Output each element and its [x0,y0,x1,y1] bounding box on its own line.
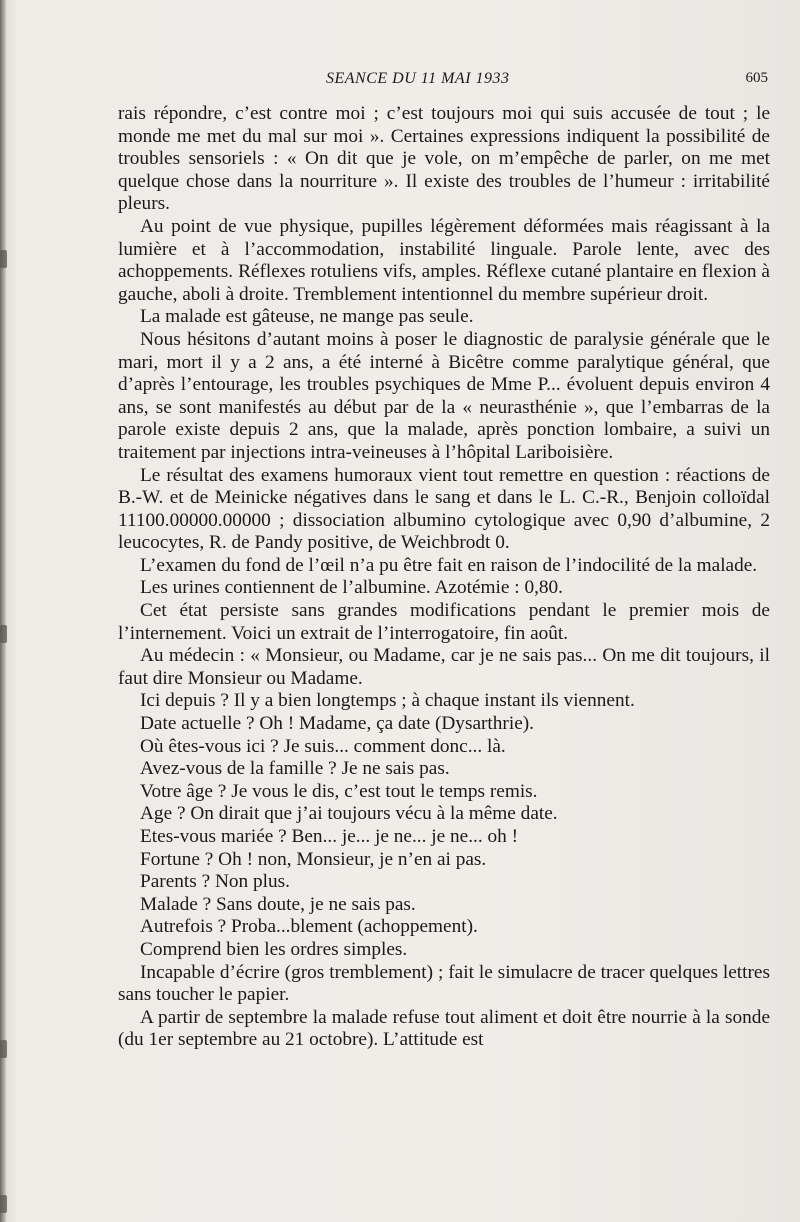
page-number: 605 [745,70,768,86]
dialogue-line: Etes-vous mariée ? Ben... je... je ne... je ne... oh ! [140,826,518,847]
dialogue-line: Autrefois ? Proba...blement (achoppement). [140,916,478,938]
dialogue-line: Comprend bien les ordres simples. [140,938,408,960]
paragraph: Cet état persiste sans grandes modifications pendant le premier mois de l’internement. Voici un extrait de l’interrogatoire, fin août. [118,600,770,644]
page-binding-shadow [0,0,6,1222]
margin-ink-mark [0,625,7,643]
dialogue-line: Date actuelle ? Oh ! Madame, ça date (Dysarthrie). [140,713,534,735]
paragraph-last: A partir de septembre la malade refuse tout aliment et doit être nourrie à la sonde (du 1er septembre au 21 octobre). L’attitude est [118,1006,770,1051]
dialogue-line: Age ? On dirait que j’ai toujours vécu à la même date. [140,803,558,825]
paragraph: Incapable d’écrire (gros tremblement) ; fait le simulacre de tracer quelques lettres sans toucher le papier. [118,961,770,1006]
dialogue-line: Parents ? Non plus. [140,871,290,893]
paragraph: rais répondre, c’est contre moi ; c’est toujours moi qui suis accusée de tout ; le monde me met du mal sur moi ». Certaines expressions indiquent la possibilité de troubles sensoriels : « On dit que je vole, on m’empêche de parler, on me met quelque chose dans la nourriture ». Il existe des troubles de l’humeur : irritabilité pleurs. [118,103,770,215]
page-body [118,103,770,1052]
dialogue-line: Votre âge ? Je vous le dis, c’est tout le temps remis. [140,780,538,802]
dialogue-line: Ici depuis ? Il y a bien longtemps ; à chaque instant ils viennent. [140,690,635,712]
paragraph: L’examen du fond de l’œil n’a pu être fait en raison de l’indocilité de la malade. [140,554,758,576]
page-header [118,70,768,94]
margin-ink-mark [0,250,7,268]
dialogue-line: Malade ? Sans doute, je ne sais pas. [140,893,416,915]
margin-ink-mark [0,1195,7,1213]
interrogation-dialogue [118,690,770,961]
dialogue-line: Où êtes-vous ici ? Je suis... comment donc... là. [140,735,506,757]
paragraph: Les urines contiennent de l’albumine. Azotémie : 0,80. [140,577,564,599]
paragraph: Au médecin : « Monsieur, ou Madame, car je ne sais pas... On me dit toujours, il faut dire Monsieur ou Madame. [118,645,770,689]
dialogue-line: Avez-vous de la famille ? Je ne sais pas. [140,758,450,780]
paragraph: Au point de vue physique, pupilles légèrement déformées mais réagissant à la lumière et à l’accommodation, instabilité linguale. Parole lente, avec des achoppements. Réflexes rotuliens vifs, amples. Réflexe cutané plantaire en flexion à gauche, aboli à droite. Tremblement intentionnel du membre supérieur droit. [118,215,770,305]
paragraph: Nous hésitons d’autant moins à poser le diagnostic de paralysie générale que le mari, mort il y a 2 ans, a été interné à Bicêtre comme paralytique général, que d’après l’entourage, les troubles psychiques de Mme P... évoluent depuis environ 4 ans, se sont manifestés au début par de la « neurasthénie », que l’embarras de la parole existe depuis 2 ans, que la malade, après ponction lombaire, a suivi un traitement par injections intra-veineuses à l’hôpital Lariboisière. [118,328,770,463]
margin-ink-mark [0,1040,7,1058]
paragraph: La malade est gâteuse, ne mange pas seule. [140,306,474,328]
dialogue-line: Fortune ? Oh ! non, Monsieur, je n’en ai pas. [140,848,487,870]
paragraph: Le résultat des examens humoraux vient tout remettre en question : réactions de B.-W. et de Meinicke négatives dans le sang et dans le L. C.-R., Benjoin colloïdal 11100.00000.00000 ; dissociation albumino cytologique avec 0,90 d’albumine, 2 leucocytes, R. de Pandy positive, de Weichbrodt 0. [118,464,770,554]
running-title: SEANCE DU 11 MAI 1933 [326,70,510,87]
